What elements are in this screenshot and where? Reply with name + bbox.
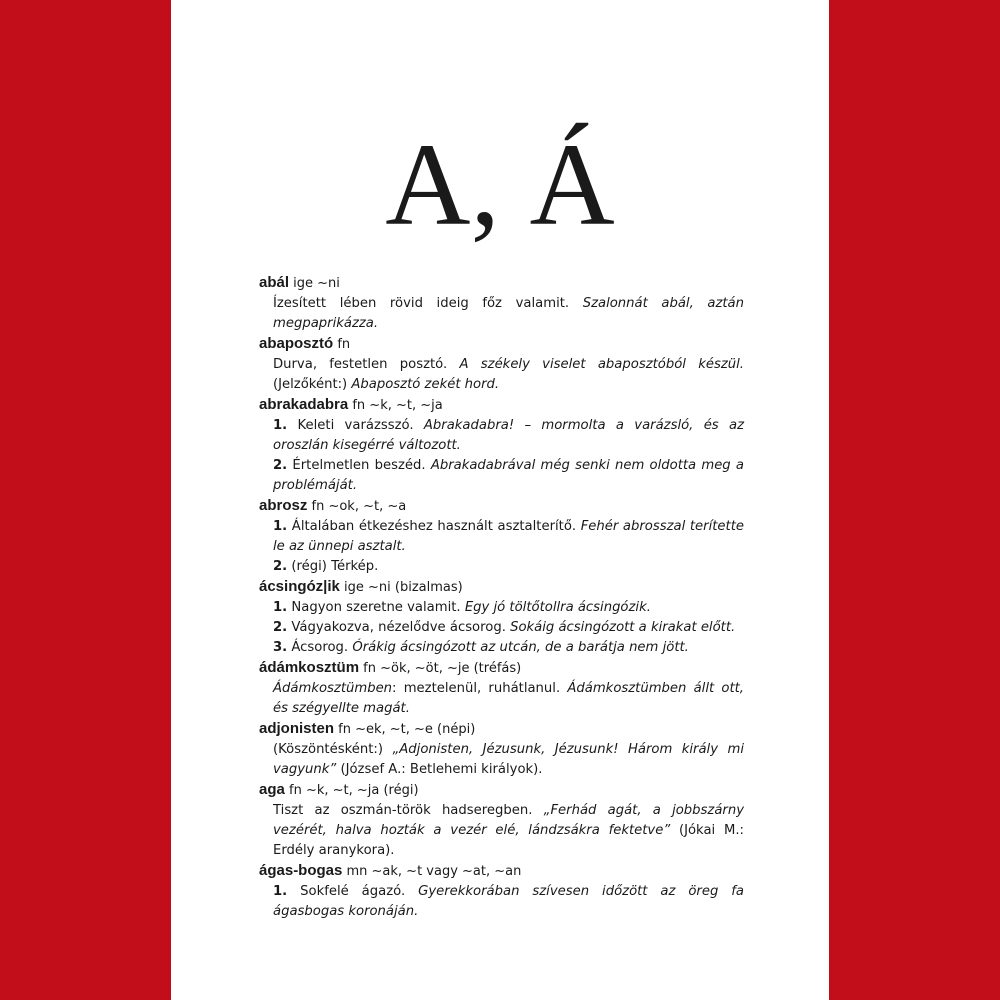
sense [273,882,744,922]
headword: aga [259,781,285,798]
sense [273,598,744,618]
example-text: Abaposztó zekét hord. [351,377,500,392]
page-heading: A, Á [385,119,615,250]
sense [273,740,744,780]
sense-number: 2. [273,620,288,635]
sense-text: (Jelzőként:) [273,377,352,392]
definition [259,801,744,861]
sense-text: : meztelenül, ruhátlanul. [392,681,568,696]
example-text: Egy jó töltőtollra ácsingózik. [464,600,651,615]
definition [259,598,744,658]
sense [273,355,744,395]
grammar-info: fn ~ok, ~t, ~a [307,499,407,514]
example-text: „Ferhád agát, a jobbszárny vezérét, halva hozták a vezér elé, lándzsákra fektetve” [273,803,745,838]
sense [273,416,744,456]
sense-text: Keleti varázsszó. [287,418,424,433]
example-text: Abrakadabrával még senki nem oldotta meg a problémáját. [273,458,744,493]
grammar-info: fn ~k, ~t, ~ja (régi) [284,783,419,798]
definition [259,679,744,719]
sense-text: Durva, festetlen posztó. [273,357,460,372]
sense-text: Általában étkezéshez használt asztalterítő. [287,519,581,534]
sense-text: Sokfelé ágazó. [287,884,419,899]
example-text: „Adjonisten, Jézusunk, Jézusunk! Három király mi vagyunk” [273,742,744,777]
sense-text: Ízesített lében rövid ideig főz valamit. [273,296,583,311]
entry-head [259,780,744,801]
example-text: Abrakadabra! – mormolta a varázsló, és az oroszlán kisegérré változott. [273,418,745,453]
sense-number: 2. [273,559,288,574]
sense-number: 1. [273,519,288,534]
sense-text: (régi) Térkép. [287,559,379,574]
dictionary-entry [259,861,744,922]
dictionary-entry [259,273,744,334]
entry-head [259,496,744,517]
sense-text: (Köszöntésként:) [273,742,393,757]
entry-head [259,658,744,679]
example-text: Ádámkosztümben állt ott, és szégyellte magát. [273,681,744,716]
sense-text: Értelmetlen beszéd. [287,458,431,473]
entry-head [259,395,744,416]
sense-text: Ácsorog. [287,640,353,655]
dictionary-entry [259,496,744,577]
sense-number: 1. [273,884,288,899]
headword: abál [259,274,290,291]
dictionary-entry [259,658,744,719]
entry-head [259,577,744,598]
sense [273,679,744,719]
definition [259,517,744,577]
example-text: Gyerekkorában szívesen időzött az öreg fa ágasbogas koronáján. [273,884,744,919]
dictionary-entry [259,577,744,658]
sense-number: 3. [273,640,288,655]
entry-list [259,273,744,922]
sense-text: Tiszt az oszmán-török hadseregben. [273,803,544,818]
entry-head [259,273,744,294]
dictionary-entry [259,780,744,861]
sense-text: (Jókai M.: Erdély aranykora). [273,823,744,858]
sense [273,638,744,658]
grammar-info: fn ~ök, ~öt, ~je (tréfás) [359,661,522,676]
example-text: A székely viselet abaposztóból készül. [459,357,744,372]
definition [259,294,744,334]
example-text: Fehér abrosszal terítette le az ünnepi asztalt. [273,519,744,554]
grammar-info: fn ~ek, ~t, ~e (népi) [334,722,476,737]
definition [259,355,744,395]
entry-head [259,861,744,882]
sense-number: 1. [273,600,288,615]
sense [273,618,744,638]
sense [273,517,744,557]
grammar-info: ige ~ni (bizalmas) [339,580,463,595]
example-text: Sokáig ácsingózott a kirakat előtt. [510,620,736,635]
headword: abrosz [259,497,308,514]
definition [259,882,744,922]
sense-number: 2. [273,458,288,473]
sense-text: (József A.: Betlehemi királyok). [336,762,543,777]
dictionary-entry [259,395,744,496]
headword: ácsingóz|ik [259,578,340,595]
headword: abrakadabra [259,396,349,413]
example-text: Órákig ácsingózott az utcán, de a barátja nem jött. [352,640,689,655]
sense [273,801,744,861]
sense-text: Vágyakozva, nézelődve ácsorog. [287,620,511,635]
sense [273,557,744,577]
headword: abaposztó [259,335,334,352]
headword: adjonisten [259,720,335,737]
sense [273,456,744,496]
grammar-info: fn [333,337,351,352]
definition [259,740,744,780]
example-text: Ádámkosztümben [273,681,393,696]
headword: ádámkosztüm [259,659,360,676]
example-text: Szalonnát abál, aztán megpaprikázza. [273,296,744,331]
entry-head [259,719,744,740]
entry-head [259,334,744,355]
definition [259,416,744,496]
grammar-info: ige ~ni [289,276,340,291]
grammar-info: fn ~k, ~t, ~ja [348,398,443,413]
dictionary-page [171,0,829,1000]
dictionary-entry [259,719,744,780]
headword: ágas-bogas [259,862,343,879]
sense-number: 1. [273,418,288,433]
dictionary-entry [259,334,744,395]
grammar-info: mn ~ak, ~t vagy ~at, ~an [342,864,522,879]
sense [273,294,744,334]
sense-text: Nagyon szeretne valamit. [287,600,465,615]
